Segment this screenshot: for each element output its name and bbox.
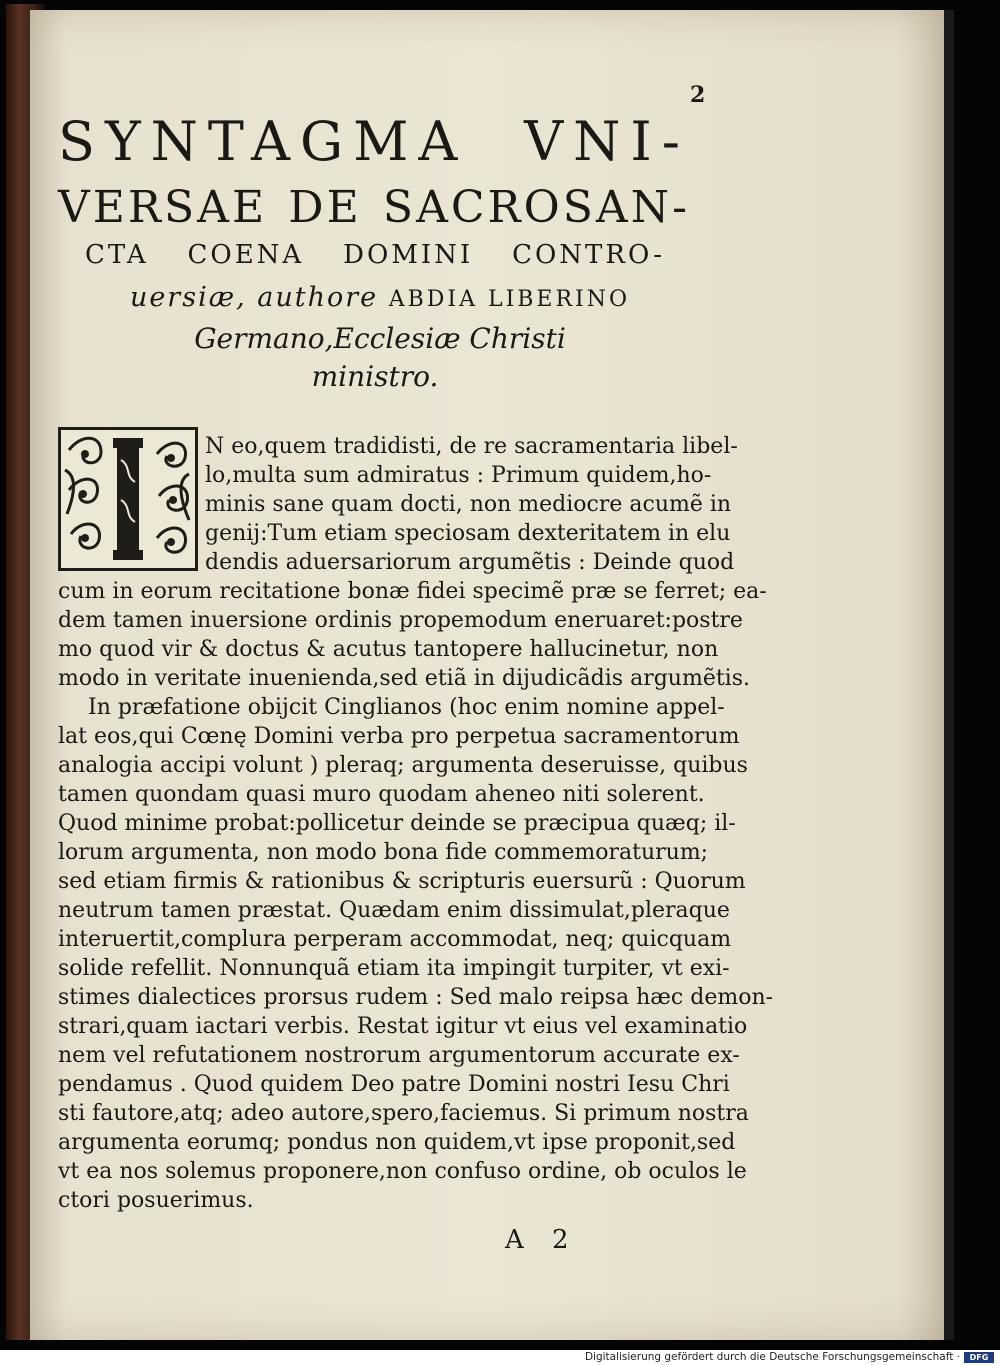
signature-mark: A 2 xyxy=(505,1225,579,1255)
title-line-1: SYNTAGMA VNI- xyxy=(58,110,690,173)
title-line-3: CTA COENA DOMINI CONTRO- xyxy=(85,240,665,270)
body-line: minis sane quam docti, non mediocre acumẽ in xyxy=(205,492,732,517)
body-line: interuertit,complura perperam accommodat, neq; quicquam xyxy=(58,927,732,952)
body-line: genij:Tum etiam speciosam dexteritatem in elu xyxy=(205,521,731,546)
ornament-icon xyxy=(61,430,195,568)
body-line: modo in veritate inuenienda,sed etiã in dijudicãdis argumẽtis. xyxy=(58,666,751,691)
body-line: lat eos,qui Cœnę Domini verba pro perpetua sacramentorum xyxy=(58,724,740,749)
title-line-6: ministro. xyxy=(311,360,439,393)
body-line: solide refellit. Nonnunquã etiam ita impingit turpiter, vt exi- xyxy=(58,956,730,981)
decorated-initial-letter xyxy=(58,427,198,571)
body-line: analogia accipi volunt ) pleraq; argumenta deseruisse, quibus xyxy=(58,753,748,778)
footer-credit: Digitalisierung gefördert durch die Deutsche Forschungsgemeinschaft · xyxy=(584,1351,960,1363)
body-line: nem vel refutationem nostrorum argumentorum accurate ex- xyxy=(58,1043,740,1068)
title-line-4 xyxy=(100,282,660,313)
body-line-last: ctori posuerimus. xyxy=(58,1188,254,1213)
dfg-logo: DFG xyxy=(964,1352,994,1363)
author-name: ABDIA LIBERINO xyxy=(388,287,631,312)
body-line: neutrum tamen præstat. Quædam enim dissimulat,pleraque xyxy=(58,898,730,923)
body-line: strari,quam iactari verbis. Restat igitur vt eius vel examinatio xyxy=(58,1014,748,1039)
title-line-4-italic: uersiæ, authore xyxy=(129,282,389,313)
body-line: dem tamen inuersione ordinis propemodum eneruaret:postre xyxy=(58,608,743,633)
body-line: lorum argumenta, non modo bona fide commemoraturum; xyxy=(58,840,709,865)
title-line-5: Germano,Ecclesiæ Christi xyxy=(194,322,566,355)
body-line: Quod minime probat:pollicetur deinde se præcipua quæq; il- xyxy=(58,811,736,836)
body-line: stimes dialectices prorsus rudem : Sed malo reipsa hæc demon- xyxy=(58,985,774,1010)
paragraph-start-line: In præfatione obijcit Cinglianos (hoc enim nomine appel- xyxy=(88,695,725,720)
body-line: sti fautore,atq; adeo autore,spero,faciemus. Si primum nostra xyxy=(58,1101,749,1126)
folio-number: 2 xyxy=(690,82,706,108)
body-line: pendamus . Quod quidem Deo patre Domini nostri Iesu Chri xyxy=(58,1072,730,1097)
body-line: cum in eorum recitatione bonæ fidei specimẽ præ se ferret; ea- xyxy=(58,579,767,604)
body-line: N eo,quem tradidisti, de re sacramentaria libel- xyxy=(205,434,738,459)
body-line: tamen quondam quasi muro quodam aheneo niti solerent. xyxy=(58,782,705,807)
body-line: argumenta eorumq; pondus non quidem,vt ipse proponit,sed xyxy=(58,1130,736,1155)
body-line: dendis aduersariorum argumẽtis : Deinde quod xyxy=(205,550,735,575)
body-line: mo quod vir & doctus & acutus tantopere hallucinetur, non xyxy=(58,637,719,662)
title-line-2: VERSAE DE SACROSAN- xyxy=(58,182,690,233)
body-line: sed etiam firmis & rationibus & scripturis euersurũ : Quorum xyxy=(58,869,746,894)
body-line: lo,multa sum admiratus : Primum quidem,ho- xyxy=(205,463,712,488)
body-line: vt ea nos solemus proponere,non confuso ordine, ob oculos le xyxy=(58,1159,747,1184)
footer-bar xyxy=(0,1350,1000,1365)
scan-right-border xyxy=(944,10,954,1340)
